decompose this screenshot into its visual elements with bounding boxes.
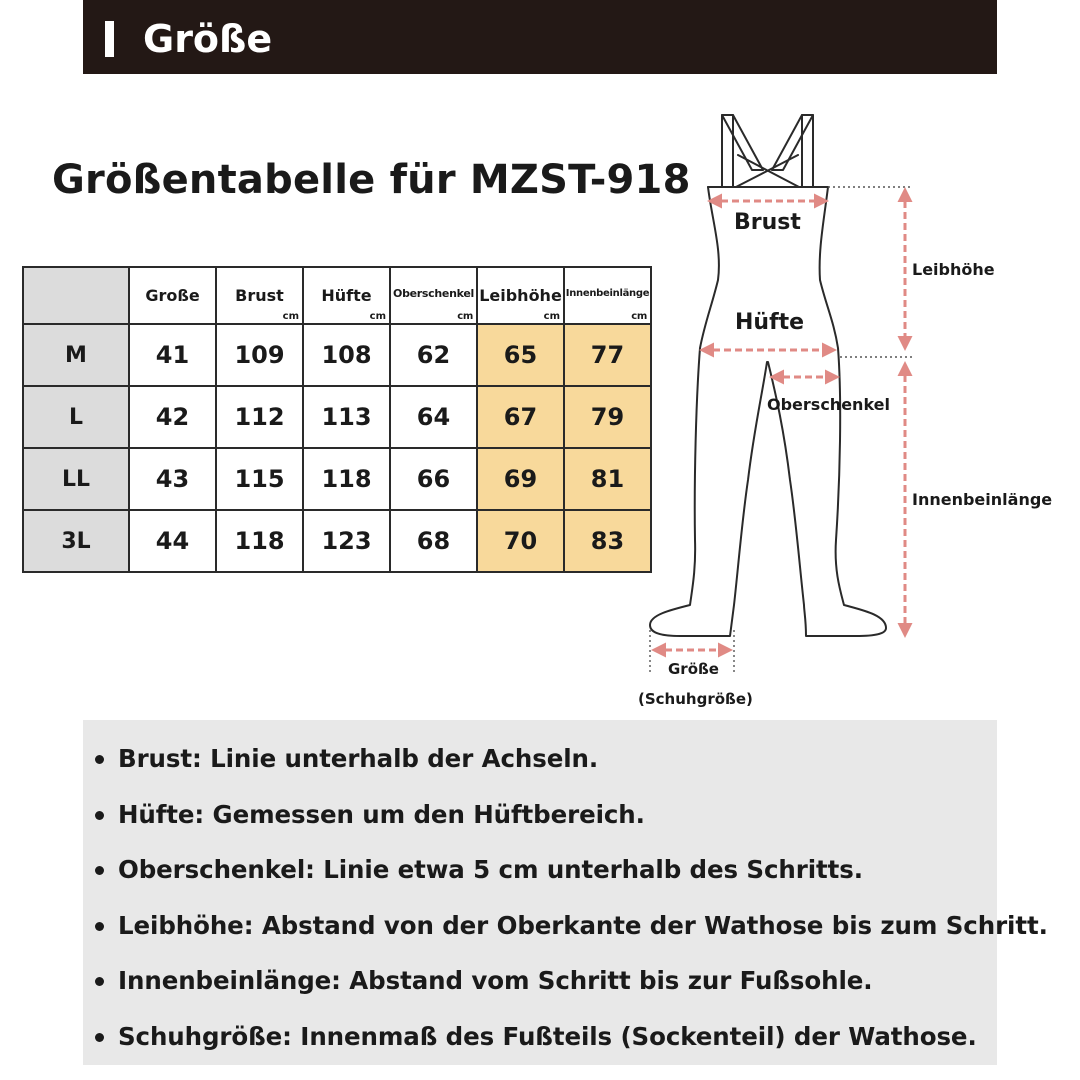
- bullet-icon: [95, 811, 104, 820]
- column-header-label: Große: [145, 286, 200, 305]
- cell-oberschenkel: 64: [390, 386, 477, 448]
- label-innenbeinlaenge: Innenbeinlänge: [912, 490, 1053, 509]
- page-title: Größe: [143, 17, 273, 61]
- bullet-icon: [95, 866, 104, 875]
- note-text: Brust: Linie unterhalb der Achseln.: [118, 744, 599, 773]
- cell-oberschenkel: 62: [390, 324, 477, 386]
- header-accent-bar: [105, 21, 114, 57]
- cell-huefte: 123: [303, 510, 390, 572]
- note-text: Innenbeinlänge: Abstand vom Schritt bis zur Fußsohle.: [118, 966, 873, 996]
- unit-label: cm: [369, 311, 386, 322]
- cell-huefte: 118: [303, 448, 390, 510]
- unit-label: cm: [282, 311, 299, 322]
- cell-oberschenkel: 66: [390, 448, 477, 510]
- label-leibhoehe: Leibhöhe: [912, 260, 995, 279]
- cell-brust: 115: [216, 448, 303, 510]
- cell-innenbeinlaenge: 83: [564, 510, 651, 572]
- list-item: [95, 853, 997, 909]
- size-table: [22, 266, 652, 573]
- column-header-leibhoehe: [477, 267, 564, 324]
- label-brust: Brust: [734, 210, 801, 235]
- cell-leibhoehe: 69: [477, 448, 564, 510]
- cell-innenbeinlaenge: 81: [564, 448, 651, 510]
- cell-leibhoehe: 65: [477, 324, 564, 386]
- unit-label: cm: [631, 311, 647, 322]
- column-header-oberschenkel: [390, 267, 477, 324]
- unit-label: cm: [457, 311, 473, 322]
- list-item: [95, 742, 997, 798]
- cell-leibhoehe: 67: [477, 386, 564, 448]
- cell-huefte: 108: [303, 324, 390, 386]
- note-text: Oberschenkel: Linie etwa 5 cm unterhalb des Schritts.: [118, 855, 863, 885]
- cell-grosse: 44: [129, 510, 216, 572]
- label-schuhgroesse: (Schuhgröße): [638, 690, 753, 708]
- column-header-grosse: [129, 267, 216, 324]
- list-item: [95, 964, 997, 1020]
- wader-measurement-diagram: [630, 100, 1080, 720]
- table-row: [23, 386, 651, 448]
- row-size-label: L: [23, 386, 129, 448]
- cell-leibhoehe: 70: [477, 510, 564, 572]
- cell-grosse: 42: [129, 386, 216, 448]
- label-groesse: Größe: [668, 660, 719, 678]
- bullet-icon: [95, 922, 104, 931]
- column-header-label: Leibhöhe: [479, 286, 562, 305]
- list-item: [95, 798, 997, 854]
- cell-brust: 112: [216, 386, 303, 448]
- cell-brust: 109: [216, 324, 303, 386]
- table-row: [23, 324, 651, 386]
- list-item: [95, 909, 1048, 965]
- cell-huefte: 113: [303, 386, 390, 448]
- measurement-notes: [83, 720, 1048, 1065]
- row-size-label: LL: [23, 448, 129, 510]
- label-huefte: Hüfte: [735, 310, 805, 335]
- bullet-icon: [95, 1033, 104, 1042]
- bullet-icon: [95, 755, 104, 764]
- column-header-label: Brust: [235, 286, 284, 305]
- note-text: Schuhgröße: Innenmaß des Fußteils (Sockenteil) der Wathose.: [118, 1021, 977, 1051]
- column-header-label: Oberschenkel: [393, 287, 474, 300]
- size-chart-title: Größentabelle für MZST-918: [52, 157, 691, 203]
- table-row: [23, 510, 651, 572]
- cell-innenbeinlaenge: 77: [564, 324, 651, 386]
- unit-label: cm: [543, 311, 560, 322]
- table-header-row: [23, 267, 651, 324]
- column-header-huefte: [303, 267, 390, 324]
- notes-list: [83, 720, 1048, 1076]
- column-header-label: Hüfte: [321, 286, 372, 305]
- list-item: [95, 1020, 997, 1076]
- table-row: [23, 448, 651, 510]
- bullet-icon: [95, 977, 104, 986]
- column-header-brust: [216, 267, 303, 324]
- note-text: Hüfte: Gemessen um den Hüftbereich.: [118, 799, 645, 829]
- cell-innenbeinlaenge: 79: [564, 386, 651, 448]
- row-size-label: 3L: [23, 510, 129, 572]
- cell-oberschenkel: 68: [390, 510, 477, 572]
- note-text: Leibhöhe: Abstand von der Oberkante der Wathose bis zum Schritt.: [118, 910, 1048, 940]
- table-corner-cell: [23, 267, 129, 324]
- cell-grosse: 43: [129, 448, 216, 510]
- row-size-label: M: [23, 324, 129, 386]
- page-header: [83, 0, 997, 74]
- column-header-label: Innenbeinlänge: [565, 288, 650, 299]
- label-oberschenkel: Oberschenkel: [767, 395, 890, 414]
- cell-brust: 118: [216, 510, 303, 572]
- cell-grosse: 41: [129, 324, 216, 386]
